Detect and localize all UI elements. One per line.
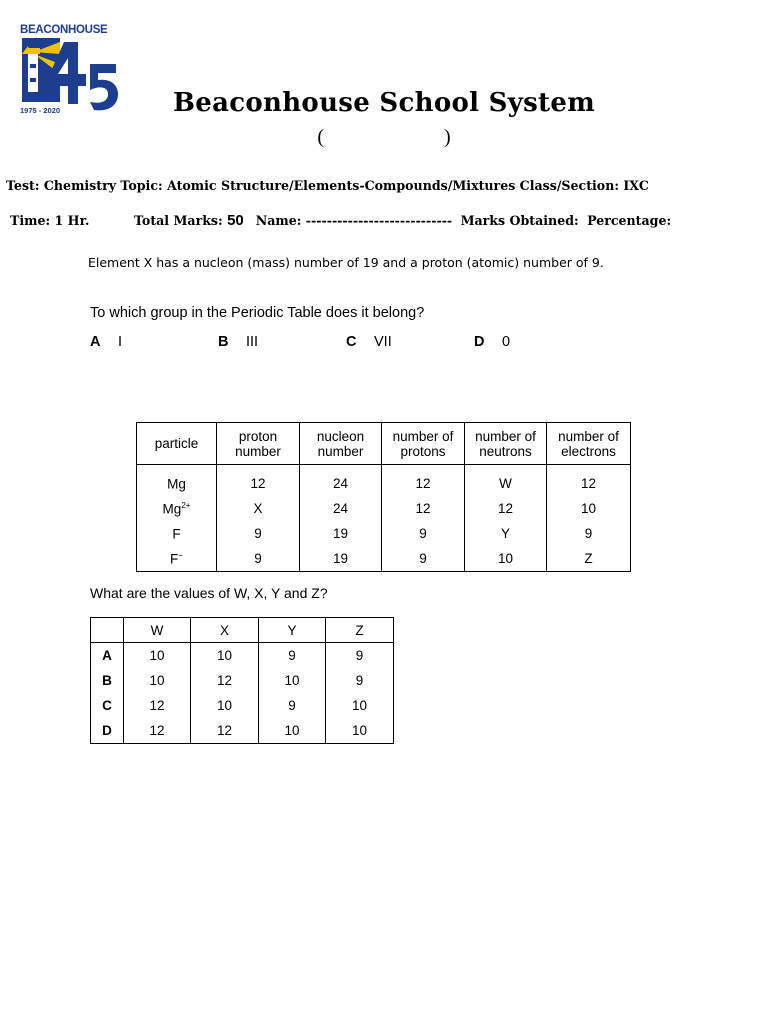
option-letter: D xyxy=(91,718,124,744)
table-cell: 9 xyxy=(259,693,326,718)
table-cell: 12 xyxy=(191,718,259,744)
header-parentheses: ( ) xyxy=(317,126,451,148)
option-letter: C xyxy=(91,693,124,718)
table-cell: 12 xyxy=(191,668,259,693)
table-cell: 10 xyxy=(326,693,394,718)
marks-obtained-label: Marks Obtained: xyxy=(460,213,579,228)
table-cell: W xyxy=(465,465,547,497)
question-1-stem: Element X has a nucleon (mass) number of 19 and a proton (atomic) number of 9. xyxy=(88,255,604,270)
option-b xyxy=(218,334,258,350)
column-header: W xyxy=(124,618,191,643)
table-cell: Mg xyxy=(137,465,217,497)
option-letter: B xyxy=(91,668,124,693)
table-cell: 10 xyxy=(124,643,191,669)
column-header xyxy=(91,618,124,643)
option-c xyxy=(346,334,392,350)
table-cell: Z xyxy=(547,546,631,572)
table-cell: 9 xyxy=(217,521,300,546)
test-topic-line: Test: Chemistry Topic: Atomic Structure/Elements-Compounds/Mixtures Class/Section: IXC xyxy=(6,178,649,193)
table-row xyxy=(137,521,631,546)
option-letter: B xyxy=(218,334,229,350)
percentage-label: Percentage: xyxy=(587,213,672,228)
table-cell: 12 xyxy=(124,718,191,744)
option-letter: C xyxy=(346,334,357,350)
column-header: particle xyxy=(137,423,217,465)
particle-table xyxy=(136,422,631,572)
table-cell: 9 xyxy=(217,546,300,572)
option-a xyxy=(90,334,122,350)
table-cell: 19 xyxy=(300,546,382,572)
total-marks-value: 50 xyxy=(227,212,244,229)
table-cell: $Mg^{2+}$ xyxy=(137,496,217,521)
table-cell: 10 xyxy=(547,496,631,521)
table-cell: 9 xyxy=(382,521,465,546)
answer-options-table xyxy=(90,617,394,744)
table-row xyxy=(91,668,394,693)
option-letter: A xyxy=(90,334,101,350)
table-header-row xyxy=(91,618,394,643)
table-cell: 12 xyxy=(547,465,631,497)
column-header: X xyxy=(191,618,259,643)
table-row xyxy=(91,693,394,718)
logo-school-text: BEACONHOUSE xyxy=(20,24,108,36)
table-cell: 9 xyxy=(326,668,394,693)
table-row xyxy=(137,496,631,521)
table-cell: 10 xyxy=(465,546,547,572)
column-header: Y xyxy=(259,618,326,643)
table-cell: 10 xyxy=(326,718,394,744)
table-row xyxy=(91,718,394,744)
table-cell: 10 xyxy=(191,643,259,669)
column-header: number of protons xyxy=(382,423,465,465)
table-cell: 9 xyxy=(547,521,631,546)
option-text: VII xyxy=(374,334,392,350)
table-cell: 24 xyxy=(300,496,382,521)
column-header: number of neutrons xyxy=(465,423,547,465)
table-cell: 9 xyxy=(326,643,394,669)
table-cell: 12 xyxy=(382,496,465,521)
table-cell: F xyxy=(137,521,217,546)
table-cell: 10 xyxy=(124,668,191,693)
table-row xyxy=(91,643,394,669)
option-letter: A xyxy=(91,643,124,669)
column-header: nucleon number xyxy=(300,423,382,465)
table-cell: 10 xyxy=(259,668,326,693)
total-marks-label: Total Marks: xyxy=(134,213,223,228)
table-cell: 12 xyxy=(465,496,547,521)
time-label: Time: 1 Hr. xyxy=(10,213,90,228)
column-header: number of electrons xyxy=(547,423,631,465)
table-row xyxy=(137,546,631,572)
column-header: Z xyxy=(326,618,394,643)
table-row xyxy=(137,465,631,497)
table-cell: 12 xyxy=(217,465,300,497)
option-text: 0 xyxy=(502,334,511,350)
table-cell: X xyxy=(217,496,300,521)
table-cell: 9 xyxy=(259,643,326,669)
table-cell: Y xyxy=(465,521,547,546)
table-cell: 24 xyxy=(300,465,382,497)
table-cell: 12 xyxy=(124,693,191,718)
page-title: Beaconhouse School System xyxy=(172,88,596,118)
table-cell: 12 xyxy=(382,465,465,497)
column-header: proton number xyxy=(217,423,300,465)
option-text: I xyxy=(118,334,123,350)
table-cell: 10 xyxy=(259,718,326,744)
table-header-row xyxy=(137,423,631,465)
question-2-text: What are the values of W, X, Y and Z? xyxy=(90,585,328,601)
table-cell: F− xyxy=(137,546,217,572)
table-cell: 19 xyxy=(300,521,382,546)
option-d xyxy=(474,334,510,350)
logo-dates-text: 1975 - 2020 xyxy=(20,106,61,115)
table-cell: 9 xyxy=(382,546,465,572)
table-cell: 10 xyxy=(191,693,259,718)
info-line xyxy=(10,212,671,229)
question-1-text: To which group in the Periodic Table does it belong? xyxy=(90,305,425,321)
option-text: III xyxy=(246,334,259,350)
name-field-label: Name: ---------------------------- xyxy=(255,213,453,228)
option-letter: D xyxy=(474,334,485,350)
